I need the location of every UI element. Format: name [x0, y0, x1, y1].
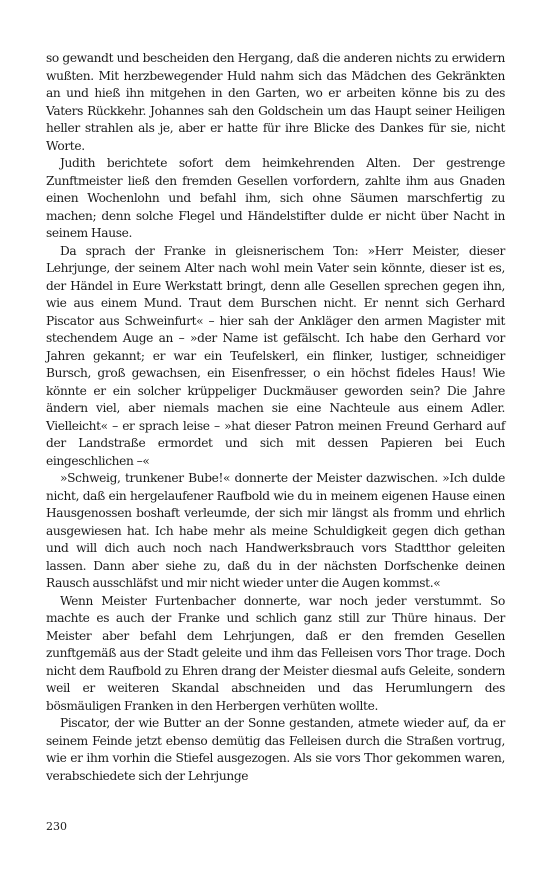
body-text	[46, 50, 505, 785]
paragraph-3: Da sprach der Franke in gleisnerischem Ton: »Herr Meister, dieser Lehrjunge, der seinem Alter nach wohl mein Vater sein könnte, dieser ist es, der Händel in Eure Werkstatt bringt, denn alle Gesellen sprechen gegen ihn, wie aus einem Mund. Traut dem Burschen nicht. Er nennt sich Gerhard Piscator aus Schweinfurt« – hier sah der Ankläger den armen Magister mit stechendem Auge an – »der Name ist gefälscht. Ich habe den Gerhard vor Jahren gekannt; er war ein Teufelskerl, ein flinker, lustiger, schneidiger Bursch, groß gewachsen, ein Eisenfresser, o ein höchst fideles Haus! Wie könnte er ein solcher krüppeliger Duckmäuser geworden sein? Die Jahre ändern viel, aber niemals machen sie eine Nachteule aus einem Adler. Vielleicht« – er sprach leise – »hat dieser Patron meinen Freund Gerhard auf der Landstraße ermordet und sich mit dessen Papieren bei Euch eingeschlichen –«	[46, 243, 505, 468]
paragraph-1: so gewandt und bescheiden den Hergang, daß die anderen nichts zu erwidern wußten. Mit herzbewegender Huld nahm sich das Mädchen des Gekränkten an und hieß ihn mitgehen in den Garten, wo er arbeiten könne bis zu des Vaters Rückkehr. Johannes sah den Goldschein um das Haupt seiner Heiligen heller strahlen als je, aber er hatte für ihre Blicke des Dankes für sie, nicht Worte.	[46, 51, 505, 153]
paragraph-2: Judith berichtete sofort dem heimkehrenden Alten. Der gestrenge Zunftmeister ließ den fremden Gesellen vorfordern, zahlte ihm aus Gnaden einen Wochenlohn und befahl ihm, sich ohne Säumen marschfertig zu machen; denn solche Flegel und Händelstifter dulde er nicht über Nacht in seinem Hause.	[46, 156, 505, 240]
paragraph-6: Piscator, der wie Butter an der Sonne gestanden, atmete wieder auf, da er seinem Feinde jetzt ebenso demütig das Felleisen durch die Straßen vortrug, wie er ihm vorhin die Stiefel ausgezogen. Als sie vors Thor gekommen waren, verabschiedete sich der Lehrjunge	[46, 716, 505, 783]
paragraph-4: »Schweig, trunkener Bube!« donnerte der Meister dazwischen. »Ich dulde nicht, daß ein hergelaufener Raufbold wie du in meinem eigenen Hause einen Hausgenossen boshaft verleumde, der sich mir längst als fromm und ehrlich ausgewiesen hat. Ich habe mehr als meine Schuldigkeit gegen dich gethan und will dich auch noch nach Handwerksbrauch vors Stadtthor geleiten lassen. Dann aber siehe zu, daß du in der nächsten Dorfschenke deinen Rausch ausschläfst und mir nicht wieder unter die Augen kommst.«	[46, 471, 505, 590]
page-number: 230	[46, 820, 67, 833]
paragraph-5: Wenn Meister Furtenbacher donnerte, war noch jeder verstummt. So machte es auch der Franke und schlich ganz still zur Thüre hinaus. Der Meister aber befahl dem Lehrjungen, daß er den fremden Gesellen zunftgemäß aus der Stadt geleite und ihm das Felleisen vors Thor trage. Doch nicht dem Raufbold zu Ehren drang der Meister diesmal aufs Geleite, sondern weil er weiteren Skandal abschneiden und das Herumlungern des bösmäuligen Franken in den Herbergen verhüten wollte.	[46, 593, 505, 713]
